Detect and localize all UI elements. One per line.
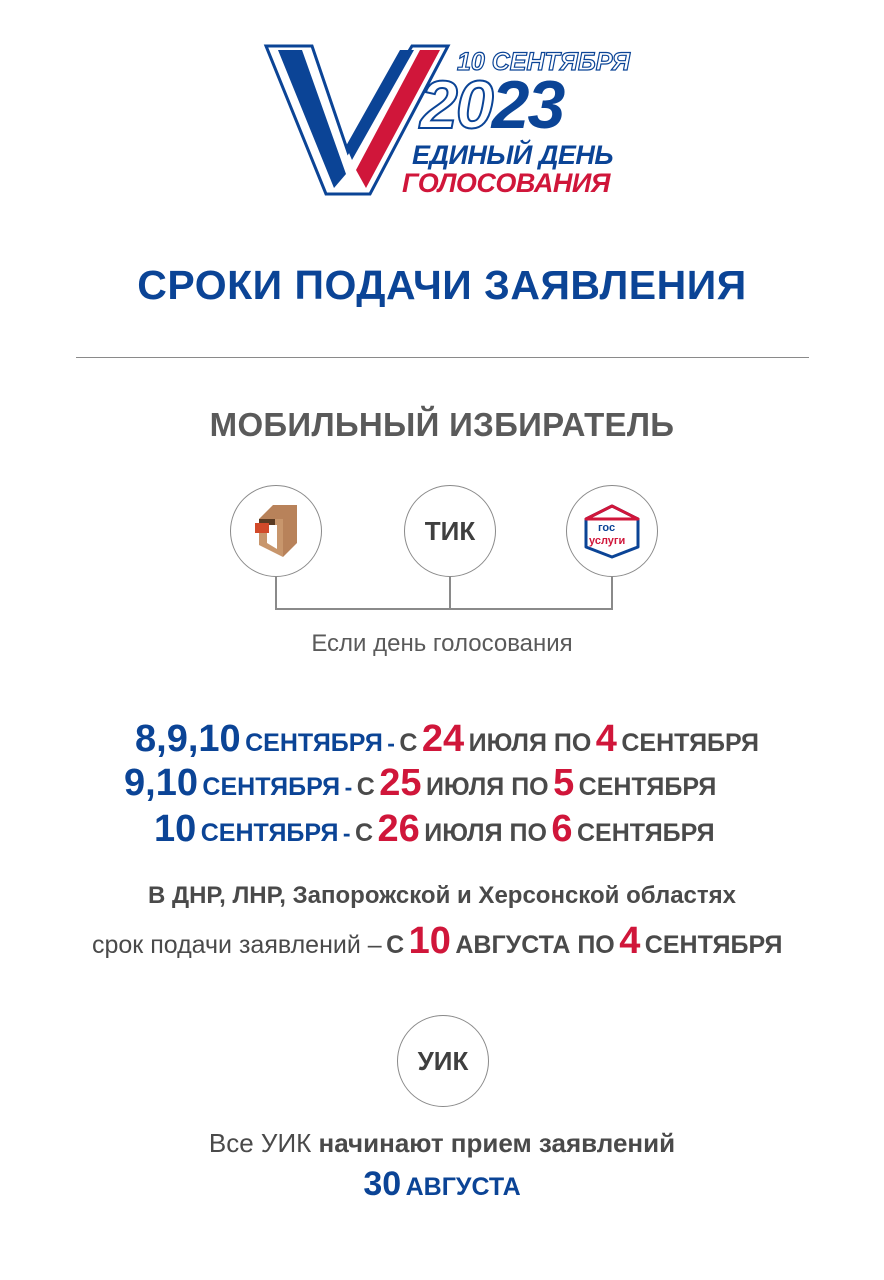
schedule-row: 10 СЕНТЯБРЯ - С 26 ИЮЛЯ ПО 6 СЕНТЯБРЯ <box>154 808 715 850</box>
regions-heading: В ДНР, ЛНР, Запорожской и Херсонской областях <box>147 882 737 909</box>
uik-text: Все УИК начинают прием заявлений <box>208 1128 676 1158</box>
tik-circle <box>404 485 496 577</box>
mfc-logo-icon <box>253 503 299 559</box>
divider <box>76 357 809 358</box>
svg-text:услуги: услуги <box>589 535 626 547</box>
if-voting-day-text: Если день голосования <box>311 630 573 657</box>
gosuslugi-logo-icon <box>580 503 644 559</box>
mfc-circle <box>230 485 322 577</box>
schedule-row: 8,9,10 СЕНТЯБРЯ - С 24 ИЮЛЯ ПО 4 СЕНТЯБРЯ <box>135 718 760 760</box>
logo-year: 2023 <box>420 67 564 143</box>
election-logo <box>262 40 632 200</box>
logo-line1: ЕДИНЫЙ ДЕНЬ <box>412 140 613 170</box>
uik-circle <box>397 1015 489 1107</box>
uik-label: УИК <box>417 1045 469 1076</box>
svg-text:гос: гос <box>598 522 616 534</box>
uik-start-date: 30 АВГУСТА <box>363 1165 521 1203</box>
tik-label: ТИК <box>424 515 476 546</box>
logo-date: 10 СЕНТЯБРЯ <box>456 48 630 76</box>
logo-line2: ГОЛОСОВАНИЯ <box>402 168 610 198</box>
connector-line <box>611 577 613 609</box>
section-subtitle: МОБИЛЬНЫЙ ИЗБИРАТЕЛЬ <box>209 406 675 443</box>
connector-line <box>275 577 277 609</box>
gosuslugi-circle <box>566 485 658 577</box>
connector-line <box>275 608 613 610</box>
regions-deadline: срок подачи заявлений – С 10 АВГУСТА ПО 4 СЕНТЯБРЯ <box>92 920 783 962</box>
connector-line <box>449 577 451 609</box>
schedule-row: 9,10 СЕНТЯБРЯ - С 25 ИЮЛЯ ПО 5 СЕНТЯБРЯ <box>124 762 717 804</box>
page-title: СРОКИ ПОДАЧИ ЗАЯВЛЕНИЯ <box>137 262 747 308</box>
